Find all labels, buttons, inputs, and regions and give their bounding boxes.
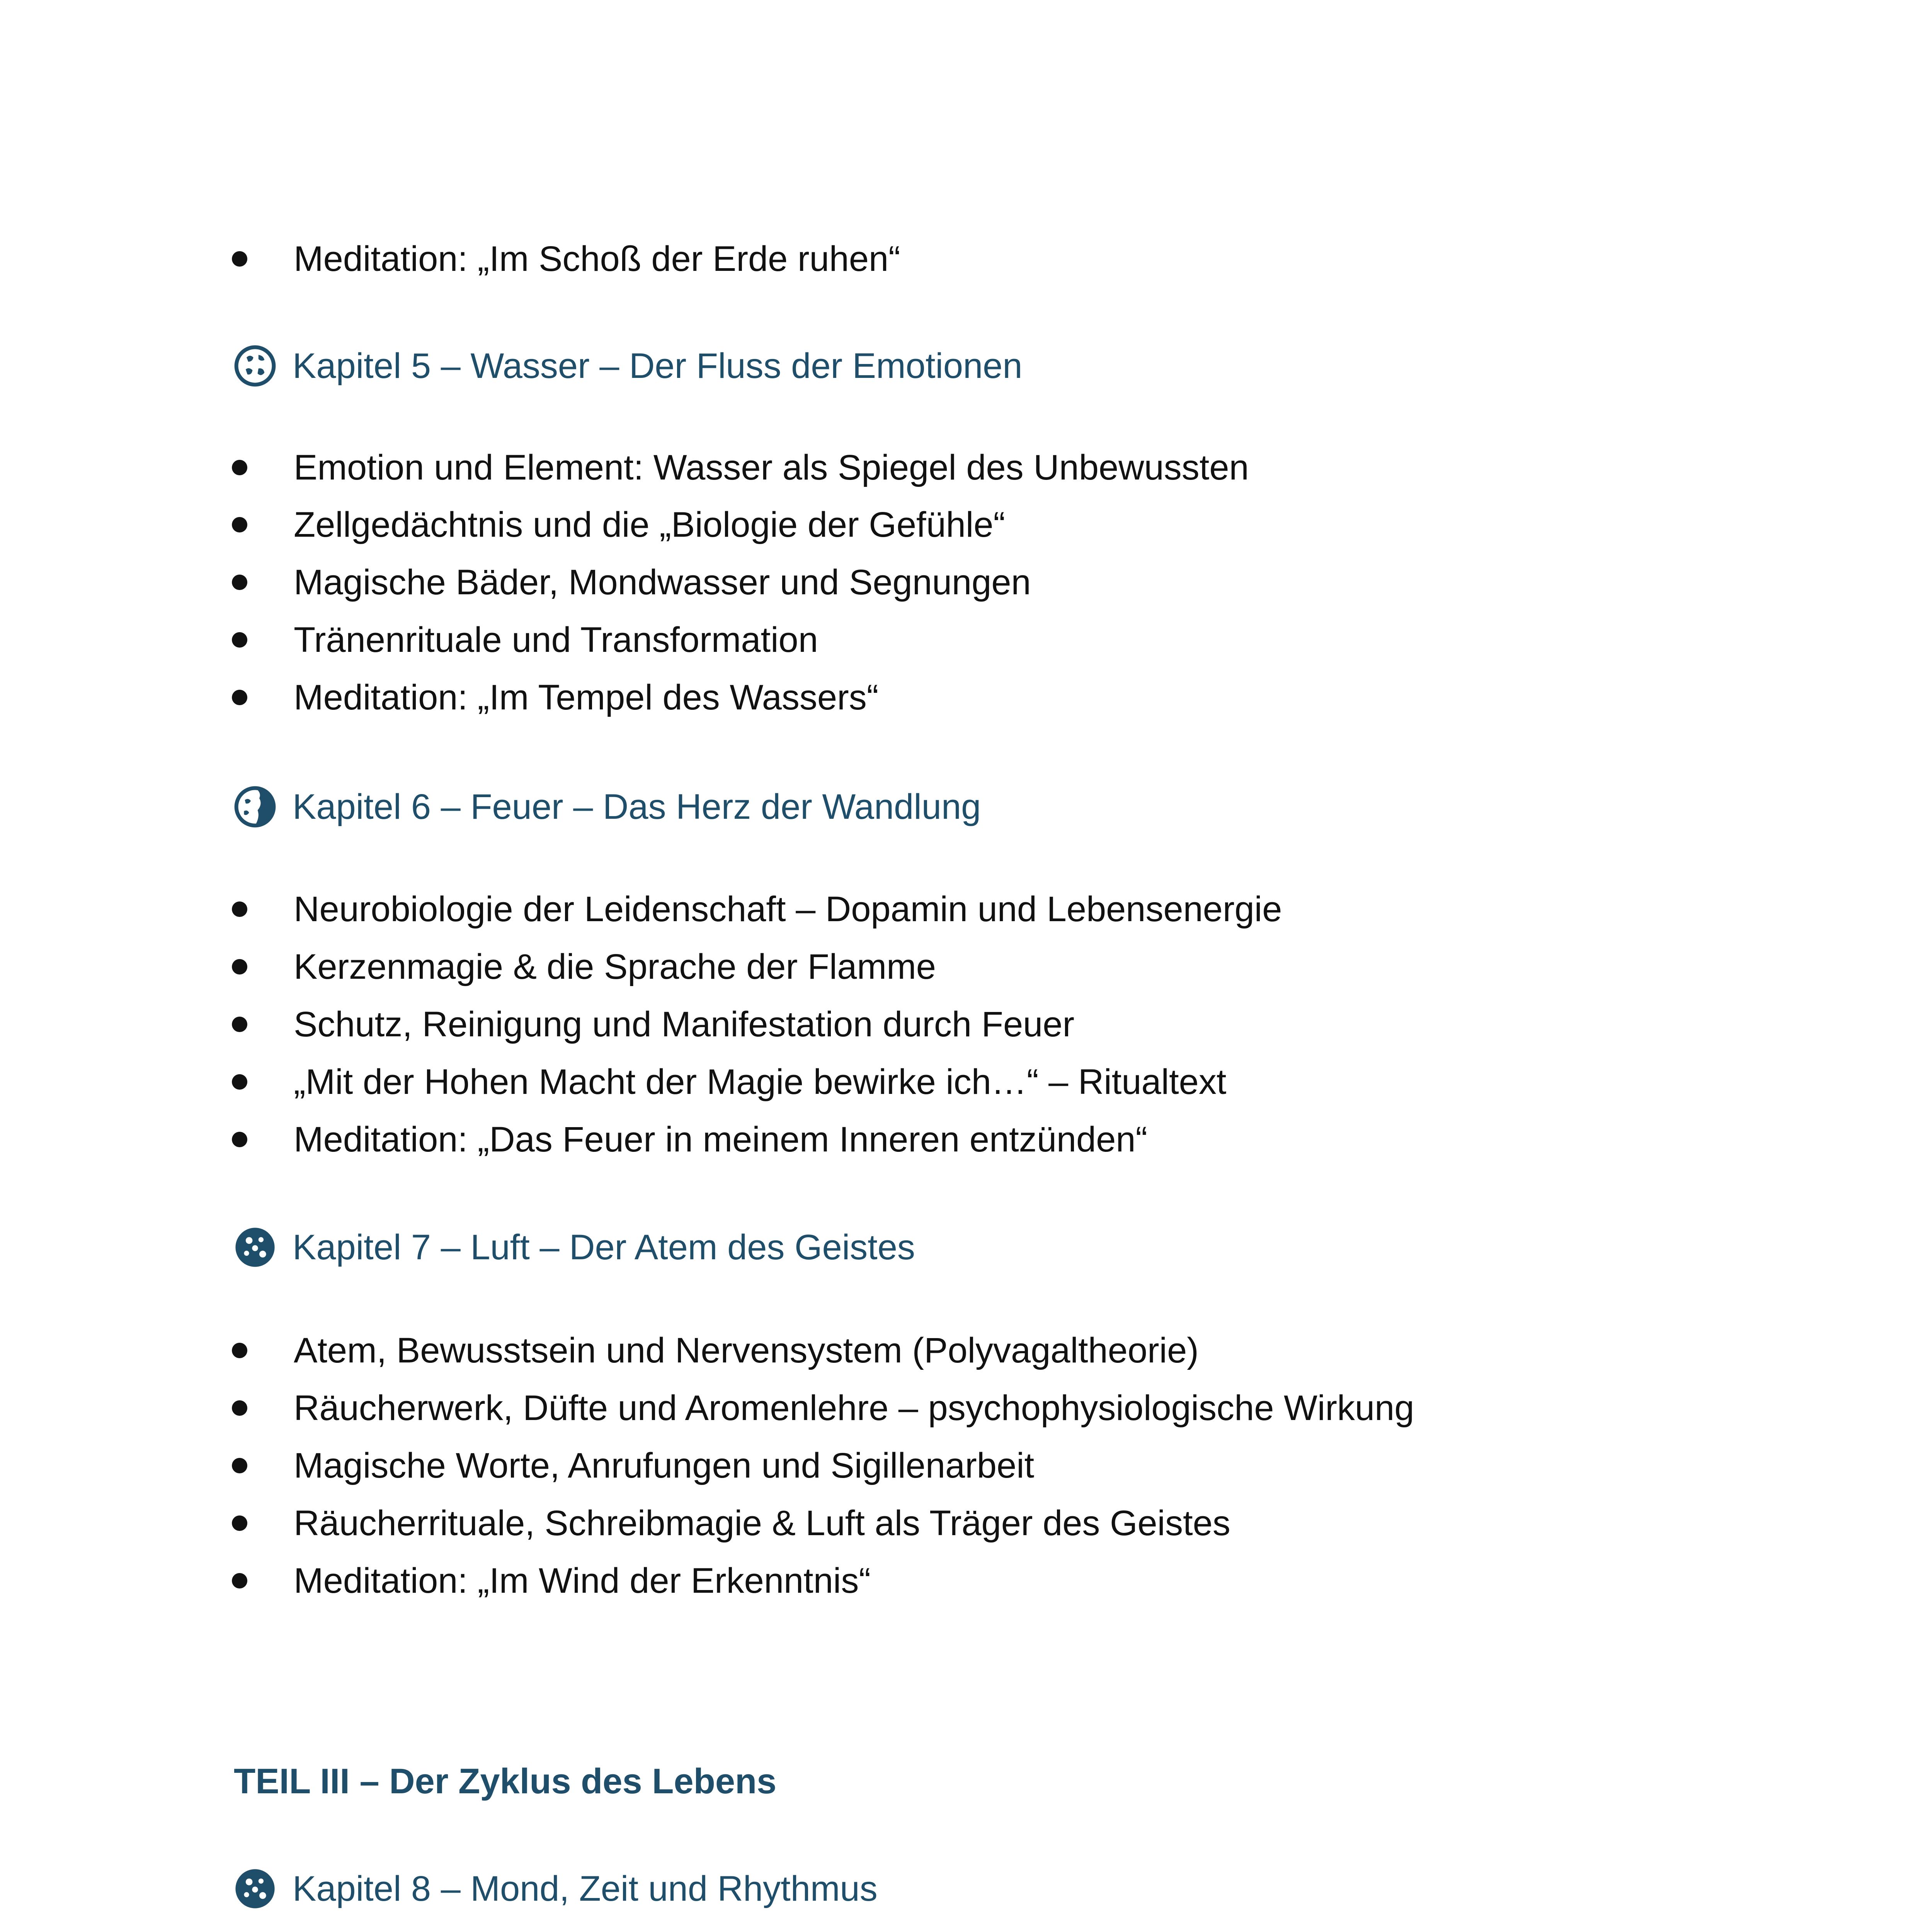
bullet-dot	[232, 575, 247, 590]
bullet-dot	[232, 959, 247, 975]
bullet-item	[294, 1325, 1199, 1376]
bullet-text: Kerzenmagie & die Sprache der Flamme	[294, 947, 936, 986]
bullet-item	[294, 942, 936, 992]
chapter-5-heading	[234, 339, 1023, 393]
bullet-dot	[232, 1074, 247, 1090]
bullet-dot	[232, 1132, 247, 1147]
chapter-title: Kapitel 6 – Feuer – Das Herz der Wandlung	[293, 787, 981, 827]
bullet-item	[294, 999, 1074, 1049]
bullet-text: Zellgedächtnis und die „Biologie der Gefühle“	[294, 505, 1006, 544]
bullet-item	[294, 1114, 1147, 1165]
bullet-item	[294, 884, 1282, 934]
bullet-dot	[232, 1017, 247, 1032]
bullet-dot	[232, 251, 247, 267]
bullet-item	[294, 557, 1031, 607]
part-heading: TEIL III – Der Zyklus des Lebens	[234, 1761, 777, 1801]
bullet-dot	[232, 1515, 247, 1531]
bullet-text: Tränenrituale und Transformation	[294, 620, 818, 660]
bullet-text: Emotion und Element: Wasser als Spiegel des Unbewussten	[294, 448, 1249, 487]
bullet-dot	[232, 460, 247, 475]
chapter-title: Kapitel 8 – Mond, Zeit und Rhythmus	[293, 1869, 878, 1908]
bullet-text: Meditation: „Im Schoß der Erde ruhen“	[294, 239, 900, 279]
bullet-text: Atem, Bewusstsein und Nervensystem (Polyvagaltheorie)	[294, 1331, 1199, 1370]
bullet-item	[294, 672, 878, 723]
bullet-dot	[232, 1458, 247, 1473]
chapter-title: Kapitel 7 – Luft – Der Atem des Geistes	[293, 1228, 915, 1267]
bullet-dot	[232, 632, 247, 648]
bullet-text: Meditation: „Das Feuer in meinem Inneren entzünden“	[294, 1120, 1148, 1159]
bullet-text: Magische Bäder, Mondwasser und Segnungen	[294, 563, 1031, 602]
globe-icon	[234, 786, 276, 828]
chapter-6-heading	[234, 780, 981, 834]
chapter-title: Kapitel 5 – Wasser – Der Fluss der Emotionen	[293, 346, 1023, 386]
bullet-item	[294, 1556, 871, 1606]
bullet-item	[294, 500, 1005, 550]
bullet-item	[294, 615, 818, 665]
bullet-item	[294, 234, 900, 284]
bullet-text: Räucherrituale, Schreibmagie & Luft als Träger des Geistes	[294, 1503, 1230, 1543]
bullet-dot	[232, 1573, 247, 1588]
bullet-item	[294, 442, 1249, 493]
bullet-text: Meditation: „Im Tempel des Wassers“	[294, 678, 879, 717]
bullet-item	[294, 1440, 1034, 1491]
chapter-8-heading	[234, 1862, 878, 1916]
bullet-text: Magische Worte, Anrufungen und Sigillenarbeit	[294, 1446, 1035, 1485]
globe-icon	[234, 1867, 276, 1910]
bullet-item	[294, 1057, 1226, 1107]
chapter-7-heading	[234, 1220, 915, 1274]
bullet-item	[294, 1383, 1414, 1433]
bullet-dot	[232, 690, 247, 705]
bullet-text: Neurobiologie der Leidenschaft – Dopamin und Lebensenergie	[294, 889, 1282, 929]
globe-icon	[234, 1226, 276, 1269]
bullet-text: „Mit der Hohen Macht der Magie bewirke ich…“ – Ritualtext	[294, 1062, 1227, 1102]
bullet-item	[294, 1498, 1230, 1548]
bullet-text: Räucherwerk, Düfte und Aromenlehre – psychophysiologische Wirkung	[294, 1388, 1414, 1428]
bullet-dot	[232, 1400, 247, 1416]
bullet-dot	[232, 517, 247, 532]
globe-icon	[234, 345, 276, 387]
bullet-text: Schutz, Reinigung und Manifestation durch Feuer	[294, 1005, 1075, 1044]
bullet-dot	[232, 1343, 247, 1358]
bullet-dot	[232, 901, 247, 917]
bullet-text: Meditation: „Im Wind der Erkenntnis“	[294, 1561, 871, 1600]
